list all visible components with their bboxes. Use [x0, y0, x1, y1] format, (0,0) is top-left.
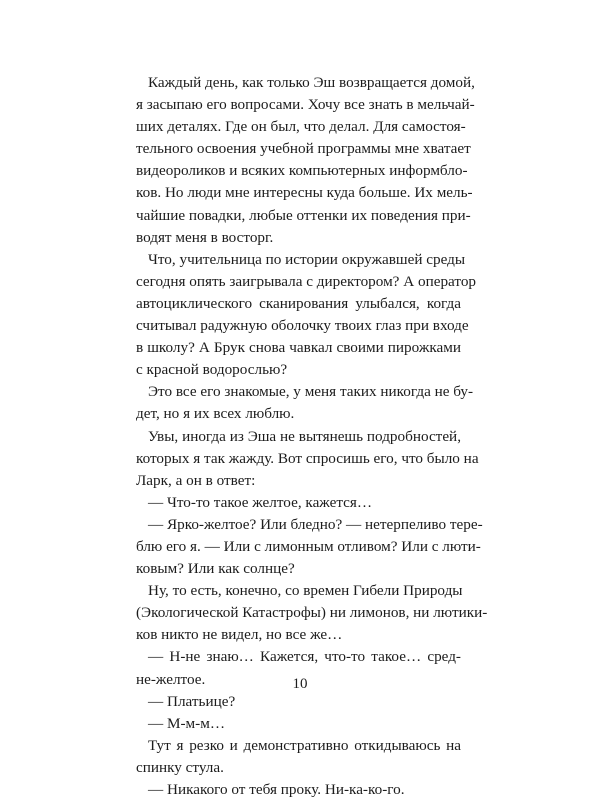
text-line: Это все его знакомые, у меня таких никогда не бу- [148, 383, 474, 401]
text-line: ков никто не видел, но все же… [136, 626, 343, 644]
text-line: — Что-то такое желтое, кажется… [148, 493, 373, 511]
text-line: я засыпаю его вопросами. Хочу все знать в мельчай- [136, 96, 475, 114]
text-line: не-желтое. [136, 670, 206, 688]
page-number: 10 [292, 676, 308, 692]
text-line: — Н-не знаю… Кажется, что-то такое… сред- [148, 648, 461, 666]
text-line: сегодня опять заигрывала с директором? А оператор [136, 272, 477, 290]
text-line: Ларк, а он в ответ: [136, 471, 256, 489]
text-line: которых я так жажду. Вот спросишь его, что было на [136, 449, 479, 467]
text-line: спинку стула. [136, 758, 224, 776]
text-line: тельного освоения учебной программы мне хватает [136, 140, 471, 158]
text-line: ших деталях. Где он был, что делал. Для самостоя- [136, 118, 466, 136]
text-line: дет, но я их всех люблю. [136, 405, 295, 423]
text-line: в школу? А Брук снова чавкал своими пирожками [136, 339, 461, 357]
text-line: чайшие повадки, любые оттенки их поведения при- [136, 206, 471, 224]
text-line: Ну, то есть, конечно, со времен Гибели Природы [148, 582, 463, 600]
text-line: автоциклического сканирования улыбался, когда [136, 294, 461, 312]
text-line: ков. Но люди мне интересны куда больше. Их мель- [136, 184, 473, 202]
text-line: водят меня в восторг. [136, 228, 274, 246]
text-line: Каждый день, как только Эш возвращается домой, [148, 74, 475, 91]
text-line: блю его я. — Или с лимонным отливом? Или с люти- [136, 537, 481, 555]
text-line: с красной водорослью? [136, 361, 288, 379]
text-line: Что, учительница по истории окружавшей среды [148, 250, 466, 268]
text-line: Увы, иногда из Эша не вытянешь подробностей, [148, 427, 461, 445]
text-line: считывал радужную оболочку твоих глаз при входе [136, 317, 469, 335]
text-line: — Платьице? [148, 692, 236, 710]
text-line: ковым? Или как солнце? [136, 560, 295, 578]
text-line: — Ярко-желтое? Или бледно? — нетерпеливо тере- [148, 515, 483, 533]
text-line: — М-м-м… [148, 714, 226, 732]
text-line: (Экологической Катастрофы) ни лимонов, ни лютики- [136, 604, 488, 622]
text-line: Тут я резко и демонстративно откидываюсь на [148, 736, 461, 754]
text-line: видеороликов и всяких компьютерных информбло- [136, 162, 468, 180]
text-line: — Никакого от тебя проку. Ни-ка-ко-го. [148, 781, 405, 798]
